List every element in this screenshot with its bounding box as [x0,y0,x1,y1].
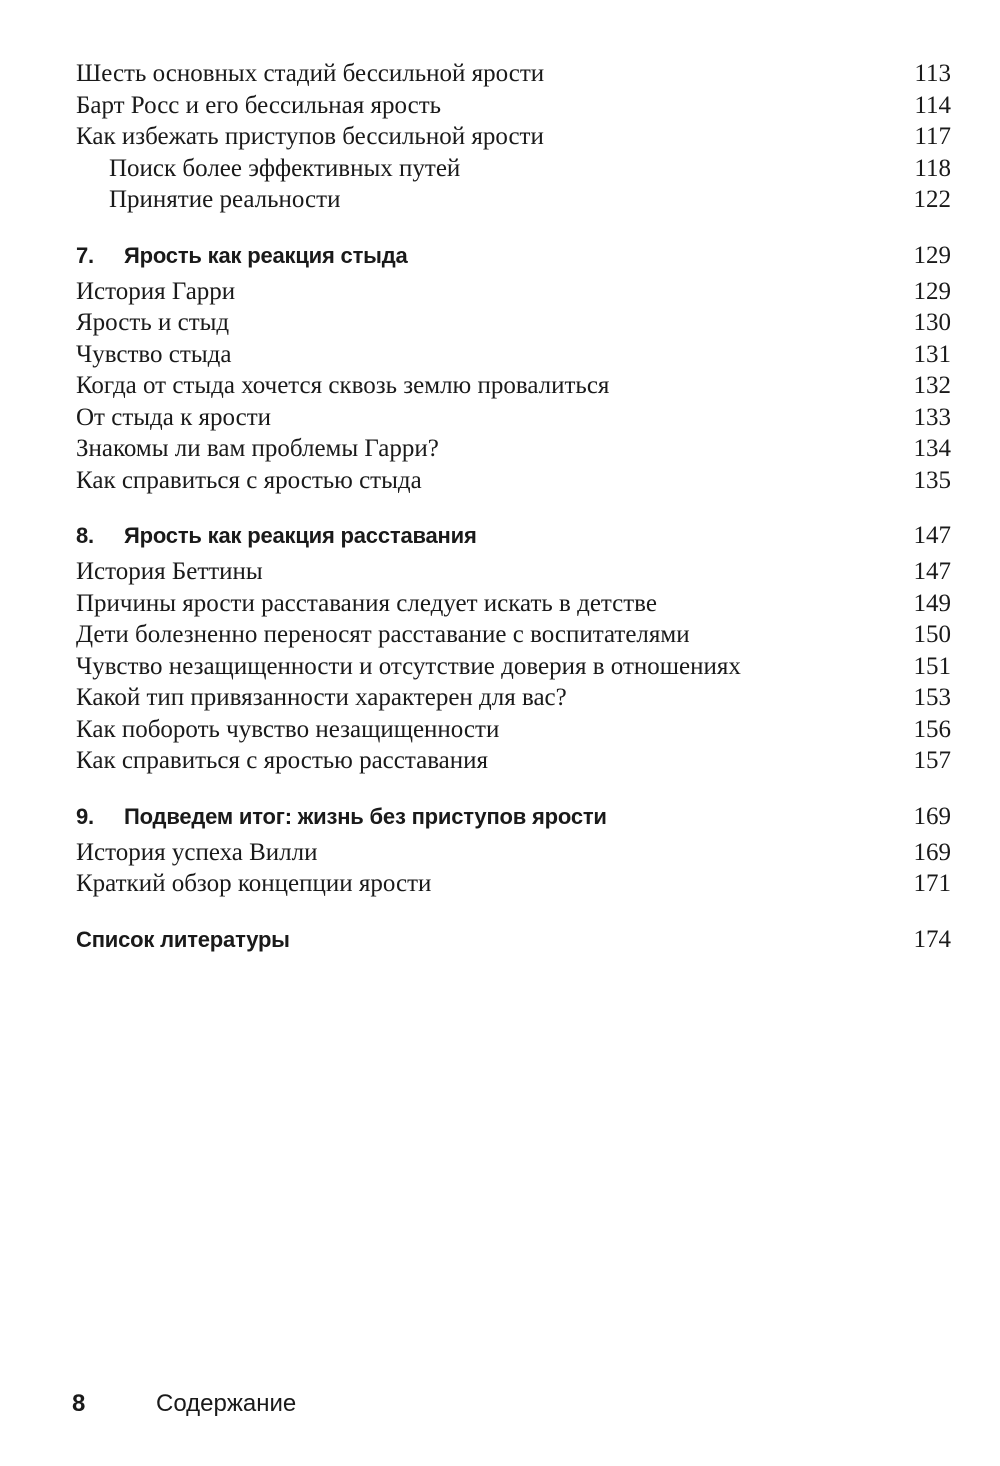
toc-entry-page: 131 [913,340,951,368]
chapter-title-text: Ярость как реакция стыда [124,242,408,268]
chapter-number: 7. [76,242,94,268]
toc-entry [76,121,951,153]
toc-entry-title: Как справиться с яростью расставания [76,747,489,774]
toc-entry-title: История Беттины [76,558,263,585]
page-number: 8 [72,1390,86,1417]
toc-entry-title: Причины ярости расставания следует искать в детстве [76,589,657,617]
chapter-title-text: Подведем итог: жизнь без приступов ярости [124,803,607,829]
toc-entry-title: Знакомы ли вам проблемы Гарри? [76,435,439,462]
toc-entry [76,837,951,869]
toc-entry-title: Ярость и стыд [76,309,230,336]
toc-entry [76,339,951,371]
toc-entry [76,58,951,90]
toc-entry [76,402,951,434]
chapter-page: 147 [913,522,951,549]
toc-entry-title: Как справиться с яростью стыда [76,466,422,494]
toc-entry-page: 133 [913,403,951,431]
toc-entry-title: Когда от стыда хочется сквозь землю провалиться [76,372,610,399]
toc-entry-title: Принятие реальности [109,186,341,213]
toc-entry-page: 151 [913,652,951,680]
chapter-heading-8 [76,516,951,556]
toc-entry [76,433,951,465]
toc-entry-title: Как побороть чувство незащищенности [76,715,500,743]
toc-entry-title: Шесть основных стадий бессильной ярости [76,60,545,87]
bibliography-title: Список литературы [76,926,290,952]
chapter-number: 8. [76,523,94,548]
toc-entry-page: 118 [914,154,951,182]
toc-entry-page: 129 [913,277,951,305]
toc-entry-page: 149 [913,589,951,617]
toc-entry-page: 147 [913,558,951,585]
toc-entry [76,868,951,900]
toc-entry [76,745,951,777]
page-footer [72,1386,296,1422]
toc-entry-page: 117 [914,123,951,150]
toc-entry-page: 130 [913,309,951,336]
toc-entry-page: 134 [913,435,951,462]
toc-entry-title: Чувство стыда [76,340,232,368]
toc-entry-page: 171 [913,870,951,897]
chapter-page: 129 [913,241,951,269]
chapter-title-text: Ярость как реакция расставания [124,523,477,548]
toc-entry-page: 132 [913,372,951,399]
chapter-heading-7 [76,236,951,276]
toc-entry-page: 135 [913,466,951,494]
bibliography-page: 174 [913,925,951,953]
toc-entry-page: 122 [913,186,951,213]
chapter-number: 9. [76,803,94,829]
toc-entry-title: Какой тип привязанности характерен для вас? [76,684,567,711]
toc-entry-page: 157 [913,747,951,774]
toc-entry-page: 113 [914,60,951,87]
toc-entry-title: История Гарри [76,277,236,305]
toc-entry [76,90,951,122]
chapter-title [76,516,477,556]
running-title: Содержание [156,1390,297,1417]
toc-entry [76,714,951,746]
toc-entry-title: Краткий обзор концепции ярости [76,870,432,897]
toc-entry-page: 150 [913,621,951,648]
toc-entry-page: 153 [913,684,951,711]
toc-entry-title: История успеха Вилли [76,838,318,866]
toc-entry [76,588,951,620]
toc-subentry [76,153,951,185]
toc-entry [76,682,951,714]
chapter-title [76,236,408,276]
toc-entry-title: От стыда к ярости [76,403,272,431]
toc-entry [76,370,951,402]
toc-entry-title: Как избежать приступов бессильной ярости [76,123,544,150]
toc-entry [76,465,951,497]
toc-entry-title: Чувство незащищенности и отсутствие доверия в отношениях [76,652,741,680]
toc-entry-page: 114 [914,91,951,119]
toc-entry-page: 156 [913,715,951,743]
toc-entry [76,307,951,339]
toc-entry-title: Дети болезненно переносят расставание с воспитателями [76,621,690,648]
toc-entry [76,556,951,588]
toc-entry [76,276,951,308]
toc-entry [76,651,951,683]
toc-entry [76,619,951,651]
table-of-contents [76,58,951,960]
toc-entry-title: Барт Росс и его бессильная ярость [76,91,442,119]
toc-subentry [76,184,951,216]
chapter-title [76,797,607,837]
bibliography-heading [76,920,951,960]
toc-entry-title: Поиск более эффективных путей [109,154,461,182]
toc-entry-page: 169 [913,838,951,866]
chapter-heading-9 [76,797,951,837]
chapter-page: 169 [913,802,951,830]
